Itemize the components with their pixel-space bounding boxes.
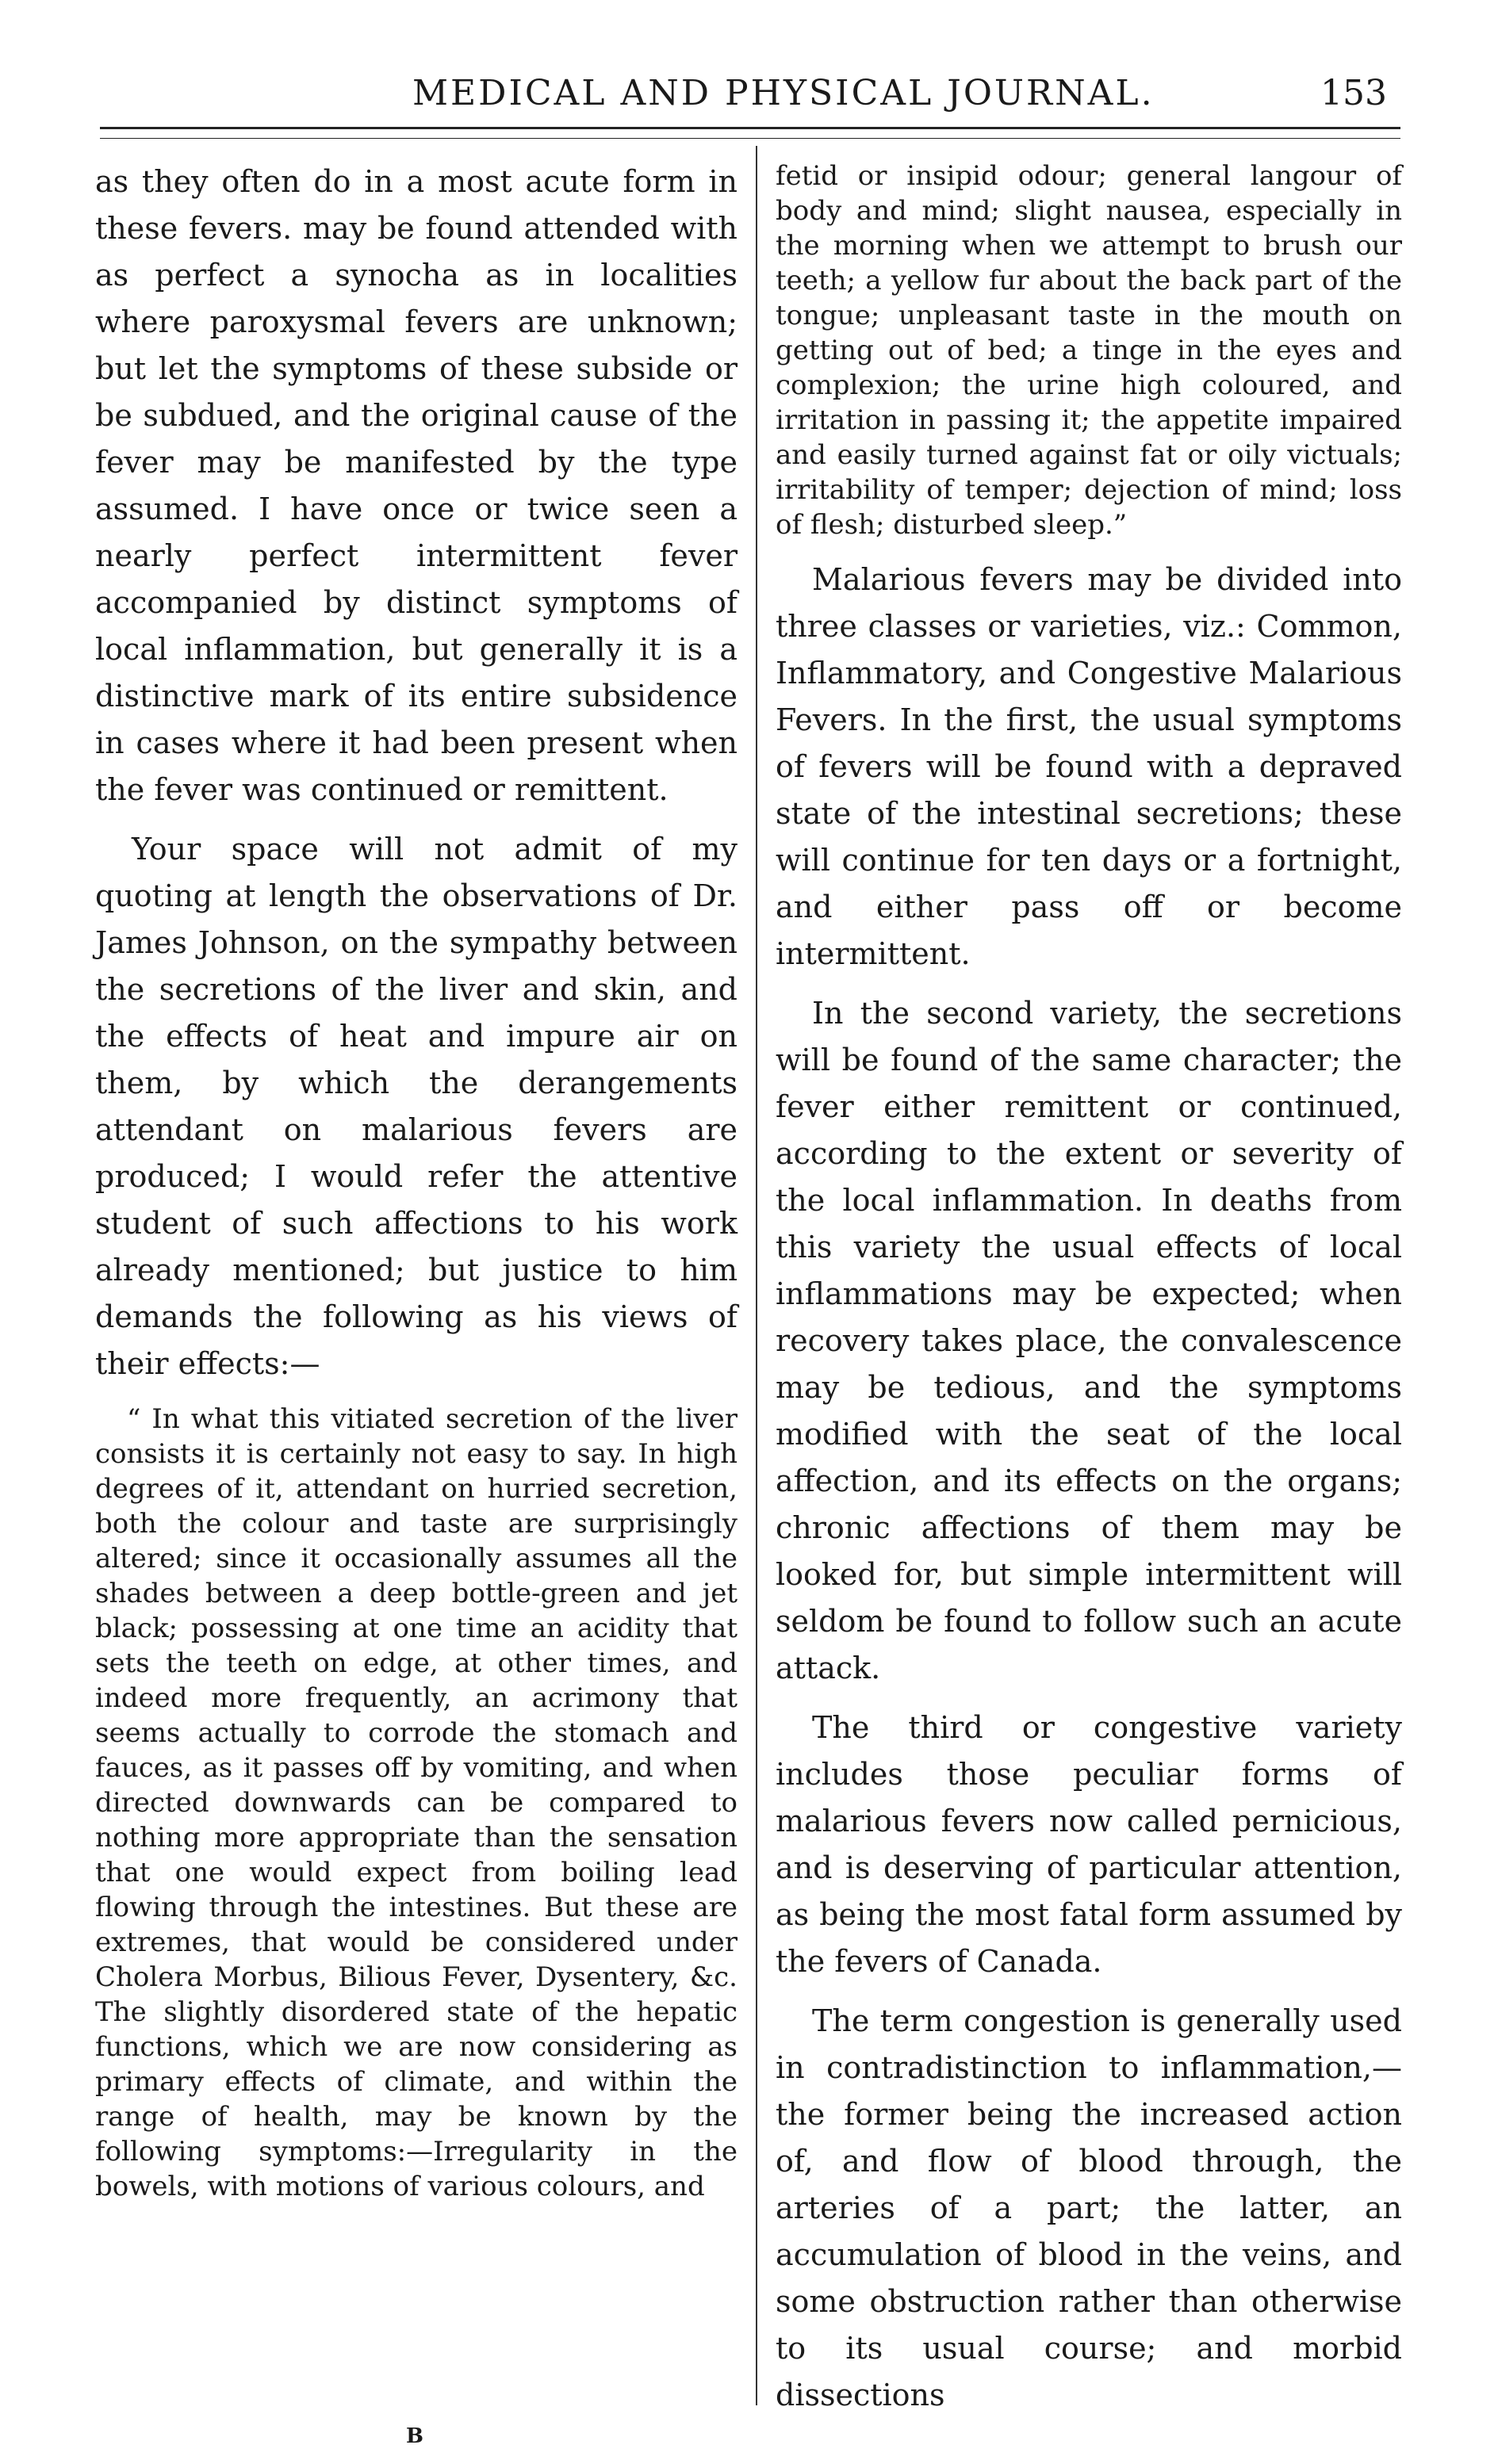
right-paragraph-1: Malarious fevers may be divided into three classes or varieties, viz.: Common, Inflammatory, and Congestive Malarious Fevers. In the first, the usual symptoms of fevers will be found with a depraved state of the intestinal secretions; these will continue for ten days or a fortnight, and either pass off or become intermittent.	[776, 562, 1402, 971]
header-rule-thin	[100, 138, 1400, 139]
running-header: MEDICAL AND PHYSICAL JOURNAL.	[412, 73, 1155, 113]
left-column	[95, 159, 738, 2218]
right-paragraph-2: In the second variety, the secretions will be found of the same character; the fever either remittent or continued, according to the extent or severity of the local inflammation. In deaths from this variety the usual effects of local inflammations may be expected; when recovery takes place, the convalescence may be tedious, and the symptoms modified with the seat of the local affection, and its effects on the organs; chronic affections of them may be looked for, but simple intermittent will seldom be found to follow such an acute attack.	[776, 996, 1402, 1685]
right-quotation-continued: fetid or insipid odour; general langour of body and mind; slight nausea, especially in the morning when we attempt to brush our teeth; a yellow fur about the back part of the tongue; unpleasant taste in the mouth on getting out of bed; a tinge in the eyes and complexion; the urine high coloured, and irritation in passing it; the appetite impaired and easily turned against fat or oily victuals; irritability of temper; dejection of mind; loss of flesh; disturbed sleep.”	[776, 160, 1402, 541]
signature-mark: B	[406, 2424, 423, 2448]
page-number: 153	[1320, 73, 1387, 113]
left-paragraph-2: Your space will not admit of my quoting at length the observations of Dr. James Johnson, on the sympathy between the secretions of the liver and skin, and the effects of heat and impure air on them, by which the derangements attendant on malarious fevers are produced; I would refer the attentive student of such affections to his work already mentioned; but justice to him demands the following as his views of their effects:—	[95, 832, 738, 1381]
right-paragraph-4: The term congestion is generally used in contradistinction to inflammation,—the former being the increased action of, and flow of blood through, the arteries of a part; the latter, an accumulation of blood in the veins, and some obstruction rather than otherwise to its usual course; and morbid dissections	[776, 2003, 1402, 2412]
header-rule	[100, 127, 1400, 129]
column-divider	[756, 146, 757, 2405]
right-column	[776, 159, 1402, 2419]
right-paragraph-3: The third or congestive variety includes those peculiar forms of malarious fevers now called pernicious, and is deserving of particular attention, as being the most fatal form assumed by the fevers of Canada.	[776, 1710, 1402, 1979]
left-paragraph-1: as they often do in a most acute form in these fevers. may be found attended with as perfect a synocha as in localities where paroxysmal fevers are unknown; but let the symptoms of these subside or be subdued, and the original cause of the fever may be manifested by the type assumed. I have once or twice seen a nearly perfect intermittent fever accompanied by distinct symptoms of local inflammation, but generally it is a distinctive mark of its entire subsidence in cases where it had been present when the fever was continued or remittent.	[95, 164, 738, 807]
left-quotation: “ In what this vitiated secretion of the liver consists it is certainly not easy to say. In high degrees of it, attendant on hurried secretion, both the colour and taste are surprisingly altered; since it occasionally assumes all the shades between a deep bottle-green and jet black; possessing at one time an acidity that sets the teeth on edge, at other times, and indeed more frequently, an acrimony that seems actually to corrode the stomach and fauces, as it passes off by vomiting, and when directed downwards can be compared to nothing more appropriate than the sensation that one would expect from boiling lead flowing through the intestines. But these are extremes, that would be considered under Cholera Morbus, Bilious Fever, Dysentery, &c. The slightly disordered state of the hepatic functions, which we are now considering as primary effects of climate, and within the range of health, may be known by the following symptoms:—Irregularity in the bowels, with motions of various colours, and	[95, 1403, 738, 2202]
